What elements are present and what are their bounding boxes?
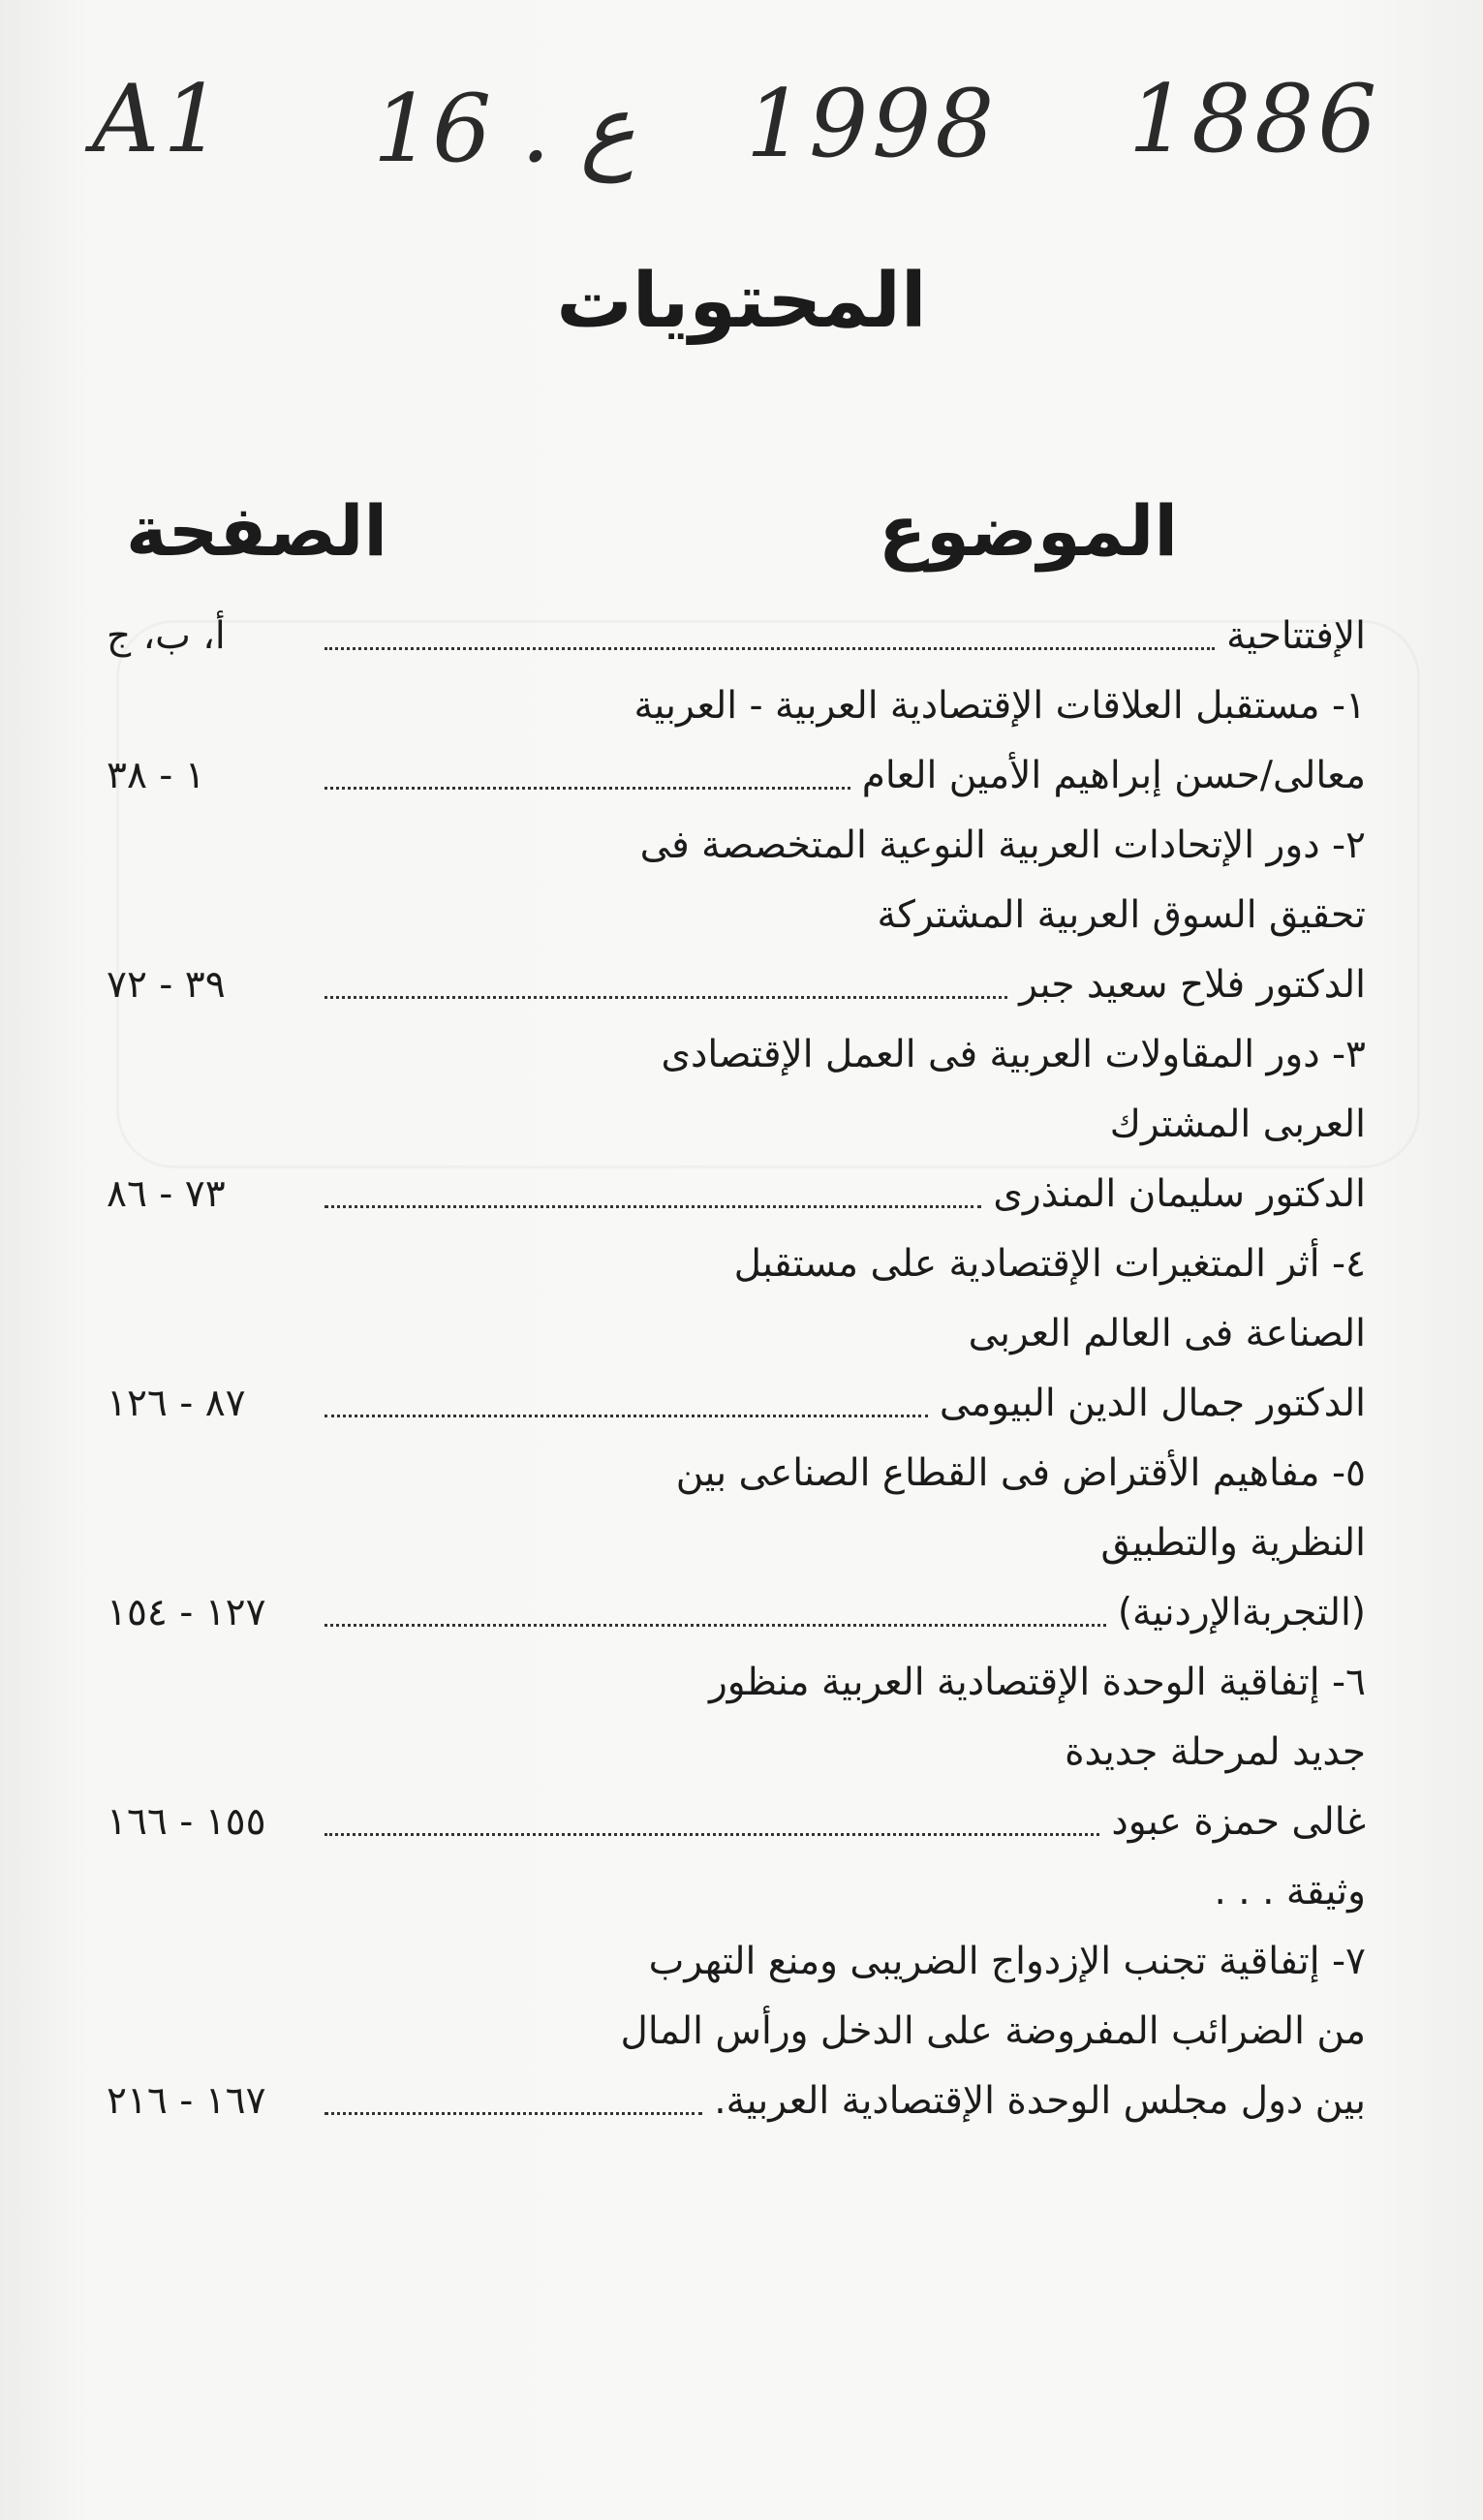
toc-row [107,875,1366,945]
handwritten-year: 1998 [746,70,999,178]
toc-row [107,945,1366,1014]
toc-row [107,596,1366,666]
toc-row [107,1712,1366,1782]
toc-entry-text: الصناعة فى العالم العربى [968,1312,1366,1356]
dot-leader [324,2112,702,2115]
toc-entry-text: جديد لمرحلة جديدة [1065,1730,1366,1775]
toc-row [107,1224,1366,1293]
toc-row [107,1642,1366,1712]
toc-entry-text: ٥- مفاهيم الأقتراض فى القطاع الصناعى بين [675,1451,1366,1496]
toc-entry-text: (التجربةالإردنية) [1117,1591,1366,1635]
toc-entry-text: الإفتتاحية [1226,614,1366,659]
dot-leader [324,787,850,790]
toc-page-range: ١٥٥ - ١٦٦ [107,1800,266,1845]
toc-entry-text: ١- مستقبل العلاقات الإقتصادية العربية - العربية [633,684,1366,729]
toc-row [107,1433,1366,1503]
handwritten-date: 16 . ع [373,75,635,183]
toc-page-range: ٧٣ - ٨٦ [107,1172,226,1217]
toc-entry-text: ٦- إتفاقية الوحدة الإقتصادية العربية منظور [708,1661,1366,1705]
toc-row [107,2061,1366,2131]
toc-row [107,1782,1366,1851]
handwritten-number: 1886 [1128,65,1381,173]
toc-row [107,1293,1366,1363]
toc-page-range: ١ - ٣٨ [107,754,205,798]
toc-entry-text: ٤- أثر المتغيرات الإقتصادية على مستقبل [733,1242,1366,1287]
toc-page-range: ٨٧ - ١٢٦ [107,1382,246,1426]
toc-entry-text: ٧- إتفاقية تجنب الإزدواج الضريبى ومنع التهرب [648,1940,1366,1984]
table-of-contents [107,596,1366,2131]
toc-row [107,805,1366,875]
dot-leader [324,1205,981,1208]
toc-entry-text: ٢- دور الإتحادات العربية النوعية المتخصصة فى [639,824,1366,868]
toc-row [107,1851,1366,1921]
toc-row [107,735,1366,805]
toc-row [107,1503,1366,1572]
dot-leader [324,1833,1099,1836]
toc-entry-text: ٣- دور المقاولات العربية فى العمل الإقتصادى [661,1033,1366,1077]
toc-row [107,1991,1366,2061]
toc-row [107,1084,1366,1154]
dot-leader [324,996,1007,999]
toc-entry-text: النظرية والتطبيق [1100,1521,1366,1566]
toc-entry-text: وثيقة . . . [1214,1870,1366,1914]
dot-leader [324,1624,1106,1627]
toc-page-range: ١٢٧ - ١٥٤ [107,1591,266,1635]
toc-entry-text: الدكتور جمال الدين البيومى [939,1382,1366,1426]
toc-row [107,666,1366,735]
toc-page-range: أ، ب، ج [107,614,226,659]
toc-row [107,1154,1366,1224]
toc-entry-text: الدكتور سليمان المنذرى [993,1172,1366,1217]
toc-entry-text: معالى/حسن إبراهيم الأمين العام [861,754,1366,798]
toc-entry-text: الدكتور فلاح سعيد جبر [1019,963,1366,1008]
toc-page-range: ٣٩ - ٧٢ [107,963,226,1008]
toc-entry-text: غالى حمزة عبود [1111,1800,1366,1845]
toc-row [107,1921,1366,1991]
toc-row [107,1572,1366,1642]
topic-column-header: الموضوع [878,490,1178,572]
toc-entry-text: بين دول مجلس الوحدة الإقتصادية العربية. [714,2079,1366,2124]
toc-page-range: ١٦٧ - ٢١٦ [107,2079,266,2124]
toc-row [107,1363,1366,1433]
page-column-header: الصفحة [126,490,388,572]
toc-entry-text: العربى المشترك [1109,1103,1366,1147]
toc-entry-text: تحقيق السوق العربية المشتركة [877,893,1366,938]
toc-row [107,1014,1366,1084]
page-title: المحتويات [556,258,927,345]
handwritten-code: A1 [92,65,227,173]
dot-leader [324,647,1215,650]
dot-leader [324,1415,928,1417]
toc-entry-text: من الضرائب المفروضة على الدخل ورأس المال [620,2009,1366,2054]
